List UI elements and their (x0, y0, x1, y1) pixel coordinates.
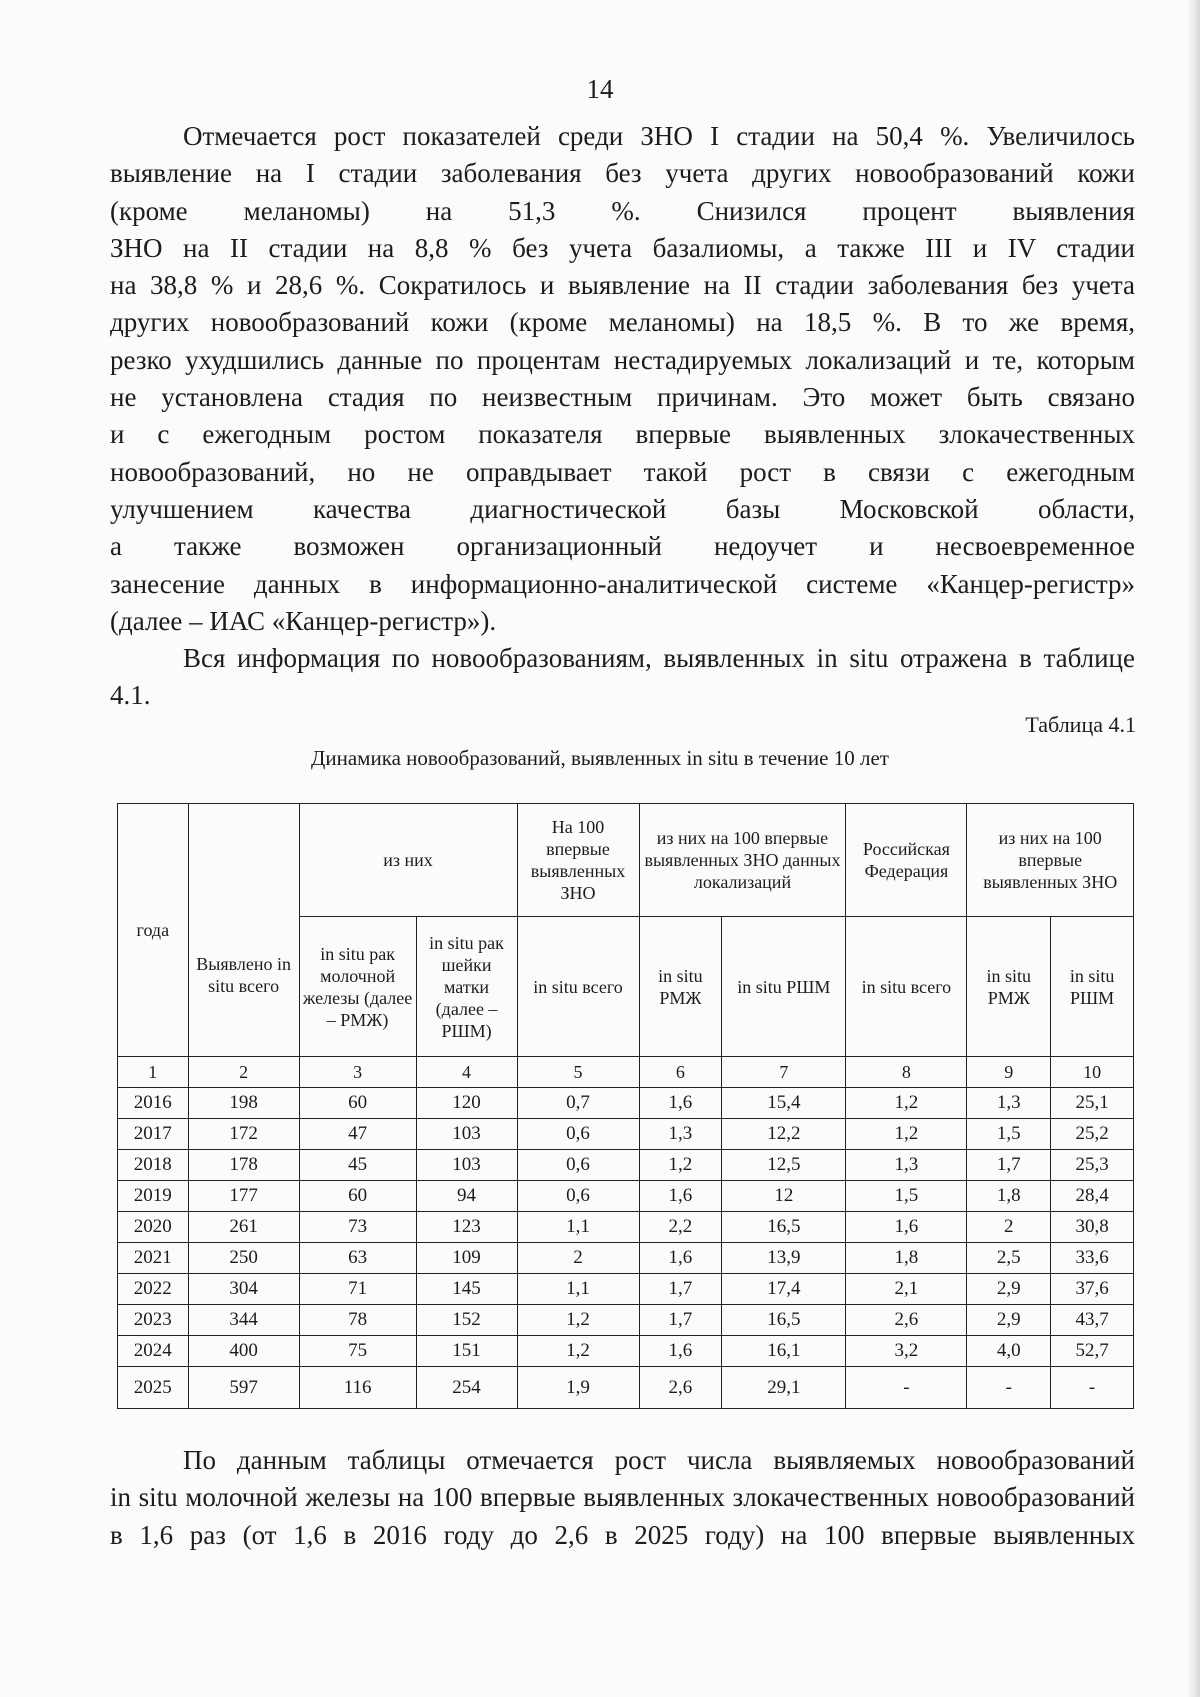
table-cell: 25,1 (1051, 1088, 1134, 1119)
table-cell: 12,2 (722, 1119, 846, 1150)
row-year: 2017 (118, 1119, 189, 1150)
header-per100: На 100 впервые выявленных ЗНО (517, 804, 639, 917)
text-line: и с ежегодным ростом показателя впервые выявленных злокачественных (110, 419, 1135, 450)
table-cell: 261 (188, 1212, 299, 1243)
table-cell: 1,8 (846, 1243, 967, 1274)
table-label: Таблица 4.1 (1025, 712, 1136, 737)
table-row (118, 1181, 1134, 1212)
table-cell: 3,2 (846, 1336, 967, 1367)
table-cell: 177 (188, 1181, 299, 1212)
column-number: 9 (967, 1057, 1051, 1088)
table-cell: 1,2 (639, 1150, 722, 1181)
table-row (118, 1119, 1134, 1150)
table-cell: 172 (188, 1119, 299, 1150)
table-cell: 2,6 (846, 1305, 967, 1336)
text-line: Вся информация по новообразованиям, выявленных in situ отражена в таблице 4.1. (110, 643, 1135, 711)
paragraph-table-reference (110, 640, 1135, 715)
header-insitu-rmzh: in situ РМЖ (639, 917, 722, 1057)
header-rmzh: in situ рак молочной железы (далее – РМЖ) (299, 917, 416, 1057)
text-line: занесение данных в информационно-аналитической системе «Канцер-регистр» (110, 568, 1135, 599)
table-cell: 304 (188, 1274, 299, 1305)
table-cell: 120 (416, 1088, 517, 1119)
column-number-row (118, 1057, 1134, 1088)
table-cell: 1,6 (639, 1336, 722, 1367)
row-year: 2025 (118, 1367, 189, 1409)
table-cell: 2,2 (639, 1212, 722, 1243)
table-cell: 33,6 (1051, 1243, 1134, 1274)
table-cell: 1,5 (967, 1119, 1051, 1150)
column-number: 1 (118, 1057, 189, 1088)
header-total: Выявлено in situ всего (188, 804, 299, 1057)
table-cell: 1,6 (639, 1088, 722, 1119)
table-cell: 2,5 (967, 1243, 1051, 1274)
table-cell: 30,8 (1051, 1212, 1134, 1243)
table-cell: 344 (188, 1305, 299, 1336)
table-cell: 73 (299, 1212, 416, 1243)
table-cell: 198 (188, 1088, 299, 1119)
page-number: 14 (586, 74, 614, 104)
table-cell: 250 (188, 1243, 299, 1274)
table-cell: 2 (967, 1212, 1051, 1243)
text-line: in situ молочной железы на 100 впервые выявленных злокачественных новообразований (110, 1482, 1135, 1513)
row-year: 2019 (118, 1181, 189, 1212)
text-line: в 1,6 раз (от 1,6 в 2016 году до 2,6 в 2025 году) на 100 впервые выявленных (110, 1519, 1135, 1550)
table-cell: 1,3 (967, 1088, 1051, 1119)
table-cell: 63 (299, 1243, 416, 1274)
table-cell: 75 (299, 1336, 416, 1367)
table-cell: 254 (416, 1367, 517, 1409)
row-year: 2022 (118, 1274, 189, 1305)
paragraph-stage-dynamics (110, 118, 1135, 640)
table-cell: 0,7 (517, 1088, 639, 1119)
table-cell: 1,6 (846, 1212, 967, 1243)
table-cell: 116 (299, 1367, 416, 1409)
table-row (118, 1243, 1134, 1274)
table-cell: 12 (722, 1181, 846, 1212)
text-line: резко ухудшились данные по процентам нестадируемых локализаций и те, которым (110, 344, 1135, 375)
row-year: 2020 (118, 1212, 189, 1243)
page-edge (1186, 0, 1200, 1697)
text-line: ЗНО на II стадии на 8,8 % без учета базалиомы, а также III и IV стадии (110, 232, 1135, 263)
table-cell: 178 (188, 1150, 299, 1181)
table-cell: 28,4 (1051, 1181, 1134, 1212)
table-cell: 2,1 (846, 1274, 967, 1305)
table-cell: 1,7 (639, 1274, 722, 1305)
table-cell: 2,9 (967, 1274, 1051, 1305)
column-number: 2 (188, 1057, 299, 1088)
table-cell: 4,0 (967, 1336, 1051, 1367)
table-cell: 25,3 (1051, 1150, 1134, 1181)
table-cell: 400 (188, 1336, 299, 1367)
column-number: 8 (846, 1057, 967, 1088)
table-cell: 1,6 (639, 1181, 722, 1212)
table-cell: 145 (416, 1274, 517, 1305)
header-russian-federation: Российская Федерация (846, 804, 967, 917)
header-of-them: из них (299, 804, 517, 917)
header-per100-localizations: из них на 100 впервые выявленных ЗНО данных локализаций (639, 804, 846, 917)
table-cell: 60 (299, 1088, 416, 1119)
table-row (118, 1088, 1134, 1119)
table-cell: 0,6 (517, 1181, 639, 1212)
table-cell: 1,5 (846, 1181, 967, 1212)
table-cell: 71 (299, 1274, 416, 1305)
row-year: 2023 (118, 1305, 189, 1336)
table-cell: 52,7 (1051, 1336, 1134, 1367)
text-line: (далее – ИАС «Канцер-регистр»). (110, 605, 497, 636)
table-cell: 13,9 (722, 1243, 846, 1274)
header-year: года (118, 804, 189, 1057)
table-cell: 1,2 (517, 1336, 639, 1367)
table-cell: 60 (299, 1181, 416, 1212)
table-cell: 2,9 (967, 1305, 1051, 1336)
table-cell: 47 (299, 1119, 416, 1150)
table-cell: 12,5 (722, 1150, 846, 1181)
table-row (118, 1305, 1134, 1336)
column-number: 6 (639, 1057, 722, 1088)
table-cell: 109 (416, 1243, 517, 1274)
table-cell: 78 (299, 1305, 416, 1336)
table-cell: 15,4 (722, 1088, 846, 1119)
table-cell: - (967, 1367, 1051, 1409)
column-number: 4 (416, 1057, 517, 1088)
table-cell: 94 (416, 1181, 517, 1212)
row-year: 2024 (118, 1336, 189, 1367)
table-cell: 17,4 (722, 1274, 846, 1305)
table-cell: 29,1 (722, 1367, 846, 1409)
paragraph-analysis (110, 1442, 1135, 1554)
header-rf-insitu-rmzh: in situ РМЖ (967, 917, 1051, 1057)
table-cell: 2,6 (639, 1367, 722, 1409)
in-situ-table (117, 803, 1134, 1409)
table-cell: 123 (416, 1212, 517, 1243)
table-cell: 1,9 (517, 1367, 639, 1409)
column-number: 10 (1051, 1057, 1134, 1088)
text-line: По данным таблицы отмечается рост числа выявляемых новообразований (183, 1445, 1135, 1475)
table-cell: 152 (416, 1305, 517, 1336)
table-cell: 0,6 (517, 1119, 639, 1150)
table-cell: 1,2 (846, 1119, 967, 1150)
table-cell: 597 (188, 1367, 299, 1409)
table-cell: 2 (517, 1243, 639, 1274)
table-cell: 16,5 (722, 1305, 846, 1336)
header-rf-insitu-total: in situ всего (846, 917, 967, 1057)
table-body (118, 1088, 1134, 1409)
column-number: 7 (722, 1057, 846, 1088)
table-cell: 25,2 (1051, 1119, 1134, 1150)
table-cell: 1,6 (639, 1243, 722, 1274)
table-cell: 45 (299, 1150, 416, 1181)
table-cell: 1,7 (639, 1305, 722, 1336)
header-rshm: in situ рак шейки матки (далее – РШМ) (416, 917, 517, 1057)
row-year: 2016 (118, 1088, 189, 1119)
header-insitu-rshm: in situ РШМ (722, 917, 846, 1057)
table-cell: 1,8 (967, 1181, 1051, 1212)
table-cell: 1,1 (517, 1212, 639, 1243)
text-line: (кроме меланомы) на 51,3 %. Снизился процент выявления (110, 195, 1135, 226)
table-row (118, 1336, 1134, 1367)
text-line: новообразований, но не оправдывает такой рост в связи с ежегодным (110, 456, 1135, 487)
header-per100-rf: из них на 100 впервые выявленных ЗНО (967, 804, 1134, 917)
table-cell: 43,7 (1051, 1305, 1134, 1336)
text-line: а также возможен организационный недоучет и несвоевременное (110, 531, 1135, 562)
text-line: Отмечается рост показателей среди ЗНО I стадии на 50,4 %. Увеличилось (183, 121, 1135, 151)
table-row (118, 1212, 1134, 1243)
table-cell: 16,5 (722, 1212, 846, 1243)
table-row (118, 1367, 1134, 1409)
header-insitu-total: in situ всего (517, 917, 639, 1057)
table-title: Динамика новообразований, выявленных in situ в течение 10 лет (311, 746, 889, 770)
table-cell: 151 (416, 1336, 517, 1367)
text-line: не установлена стадия по неизвестным причинам. Это может быть связано (110, 382, 1135, 413)
text-line: других новообразований кожи (кроме меланомы) на 18,5 %. В то же время, (110, 307, 1135, 338)
table-cell: 37,6 (1051, 1274, 1134, 1305)
table-cell: 1,3 (846, 1150, 967, 1181)
header-rf-insitu-rshm: in situ РШМ (1051, 917, 1134, 1057)
table-cell: - (846, 1367, 967, 1409)
text-line: улучшением качества диагностической базы Московской области, (110, 493, 1135, 524)
text-line: выявление на I стадии заболевания без учета других новообразований кожи (110, 158, 1135, 189)
table-cell: 103 (416, 1150, 517, 1181)
column-number: 3 (299, 1057, 416, 1088)
table-cell: 16,1 (722, 1336, 846, 1367)
table-cell: 103 (416, 1119, 517, 1150)
table-cell: 1,3 (639, 1119, 722, 1150)
table-row (118, 1274, 1134, 1305)
table-cell: 1,7 (967, 1150, 1051, 1181)
table-cell: 1,2 (846, 1088, 967, 1119)
text-line: на 38,8 % и 28,6 %. Сократилось и выявление на II стадии заболевания без учета (110, 270, 1135, 301)
table-cell: 1,2 (517, 1305, 639, 1336)
table-cell: 0,6 (517, 1150, 639, 1181)
row-year: 2018 (118, 1150, 189, 1181)
table-cell: 1,1 (517, 1274, 639, 1305)
table-cell: - (1051, 1367, 1134, 1409)
row-year: 2021 (118, 1243, 189, 1274)
table-row (118, 1150, 1134, 1181)
column-number: 5 (517, 1057, 639, 1088)
